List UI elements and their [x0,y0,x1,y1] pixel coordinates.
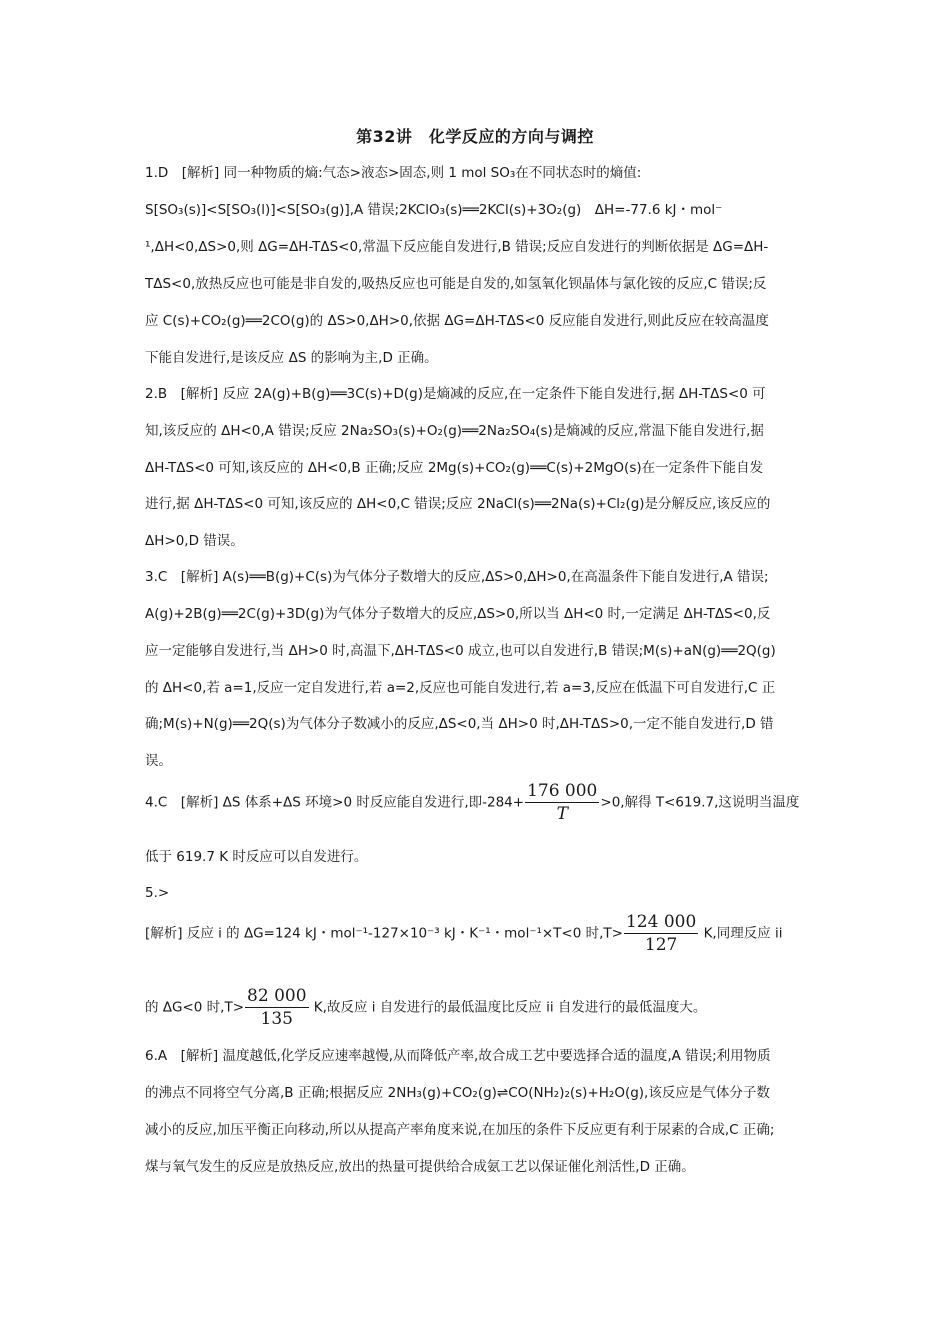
fraction-denominator: 135 [260,1009,293,1029]
text-line: 下能自发进行,是该反应 ΔS 的影响为主,D 正确。 [145,350,438,366]
item5-formula-line [145,911,783,956]
text-line: ΔH-TΔS<0 可知,该反应的 ΔH<0,B 正确;反应 2Mg(s)+CO₂(g)══C(s)+2MgO(s)在一定条件下能自发 [145,460,764,476]
fraction-denominator: 127 [644,935,678,955]
text-line: 煤与氧气发生的反应是放热反应,放出的热量可提供给合成氨工艺以保证催化剂活性,D 正确。 [145,1159,695,1175]
text-line: 3.C [解析] A(s)══B(g)+C(s)为气体分子数增大的反应,ΔS>0,ΔH>0,在高温条件下能自发进行,A 错误; [145,569,769,585]
fraction-numerator: 82 000 [247,986,307,1006]
item5-pre2: 的 ΔG<0 时,T> [145,999,245,1016]
item5-pre: [解析] 反应 i 的 ΔG=124 kJ・mol⁻¹-127×10⁻³ kJ・K⁻¹・mol⁻¹×T<0 时,T> [145,925,623,942]
item5-formula-line-2 [145,985,706,1030]
text-line: 确;M(s)+N(g)══2Q(s)为气体分子数减小的反应,ΔS<0,当 ΔH>0 时,ΔH-TΔS>0,一定不能自发进行,D 错 [145,716,774,732]
item5-post2: K,故反应 i 自发进行的最低温度比反应 ii 自发进行的最低温度大。 [309,999,707,1016]
text-line: 进行,据 ΔH-TΔS<0 可知,该反应的 ΔH<0,C 错误;反应 2NaCl(s)══2Na(s)+Cl₂(g)是分解反应,该反应的 [145,496,771,512]
fraction [245,985,308,1030]
text-line: S[SO₃(s)]<S[SO₃(l)]<S[SO₃(g)],A 错误;2KClO₃(s)══2KCl(s)+3O₂(g) ΔH=-77.6 kJ・mol⁻ [145,202,723,218]
fraction-denominator: T [556,804,568,824]
text-line: 误。 [145,753,172,769]
text-line: 知,该反应的 ΔH<0,A 错误;反应 2Na₂SO₃(s)+O₂(g)══2Na₂SO₄(s)是熵减的反应,常温下能自发进行,据 [145,423,764,439]
text-line: 应一定能够自发进行,当 ΔH>0 时,高温下,ΔH-TΔS<0 成立,也可以自发进行,B 错误;M(s)+aN(g)══2Q(g) [145,643,776,659]
text-line: ΔH>0,D 错误。 [145,533,244,549]
item4-post: >0,解得 T<619.7,这说明当温度 [600,794,800,811]
text-line: 减小的反应,加压平衡正向移动,所以从提高产率角度来说,在加压的条件下反应更有利于尿素的合成,C 正确; [145,1122,775,1138]
item4-pre: 4.C [解析] ΔS 体系+ΔS 环境>0 时反应能自发进行,即-284+ [145,794,525,811]
item4-formula-line [145,780,799,825]
text-line: 1.D [解析] 同一种物质的熵:气态>液态>固态,则 1 mol SO₃在不同状态时的熵值: [145,165,642,181]
page-title: 第32讲 化学反应的方向与调控 [356,127,594,146]
text-line: 的沸点不同将空气分离,B 正确;根据反应 2NH₃(g)+CO₂(g)⇌CO(NH₂)₂(s)+H₂O(g),该反应是气体分子数 [145,1085,770,1101]
text-line: ¹,ΔH<0,ΔS>0,则 ΔG=ΔH-TΔS<0,常温下反应能自发进行,B 错误;反应自发进行的判断依据是 ΔG=ΔH- [145,239,769,255]
text-line: 6.A [解析] 温度越低,化学反应速率越慢,从而降低产率,故合成工艺中要选择合适的温度,A 错误;利用物质 [145,1048,771,1064]
fraction [624,911,698,956]
text-line: 低于 619.7 K 时反应可以自发进行。 [145,849,368,865]
fraction [525,780,599,825]
text-line: A(g)+2B(g)══2C(g)+3D(g)为气体分子数增大的反应,ΔS>0,所以当 ΔH<0 时,一定满足 ΔH-TΔS<0,反 [145,606,771,622]
text-line: 5.> [145,885,170,901]
text-line: 的 ΔH<0,若 a=1,反应一定自发进行,若 a=2,反应也可能自发进行,若 a=3,反应在低温下可自发进行,C 正 [145,680,776,696]
fraction-numerator: 124 000 [625,912,697,932]
fraction-numerator: 176 000 [527,781,598,801]
item5-post: K,同理反应 ii [699,925,783,942]
text-line: 应 C(s)+CO₂(g)══2CO(g)的 ΔS>0,ΔH>0,依据 ΔG=ΔH-TΔS<0 反应能自发进行,则此反应在较高温度 [145,313,769,329]
text-line: 2.B [解析] 反应 2A(g)+B(g)══3C(s)+D(g)是熵减的反应,在一定条件下能自发进行,据 ΔH-TΔS<0 可 [145,386,766,402]
text-line: TΔS<0,放热反应也可能是非自发的,吸热反应也可能是自发的,如氢氧化钡晶体与氯化铵的反应,C 错误;反 [145,276,767,292]
